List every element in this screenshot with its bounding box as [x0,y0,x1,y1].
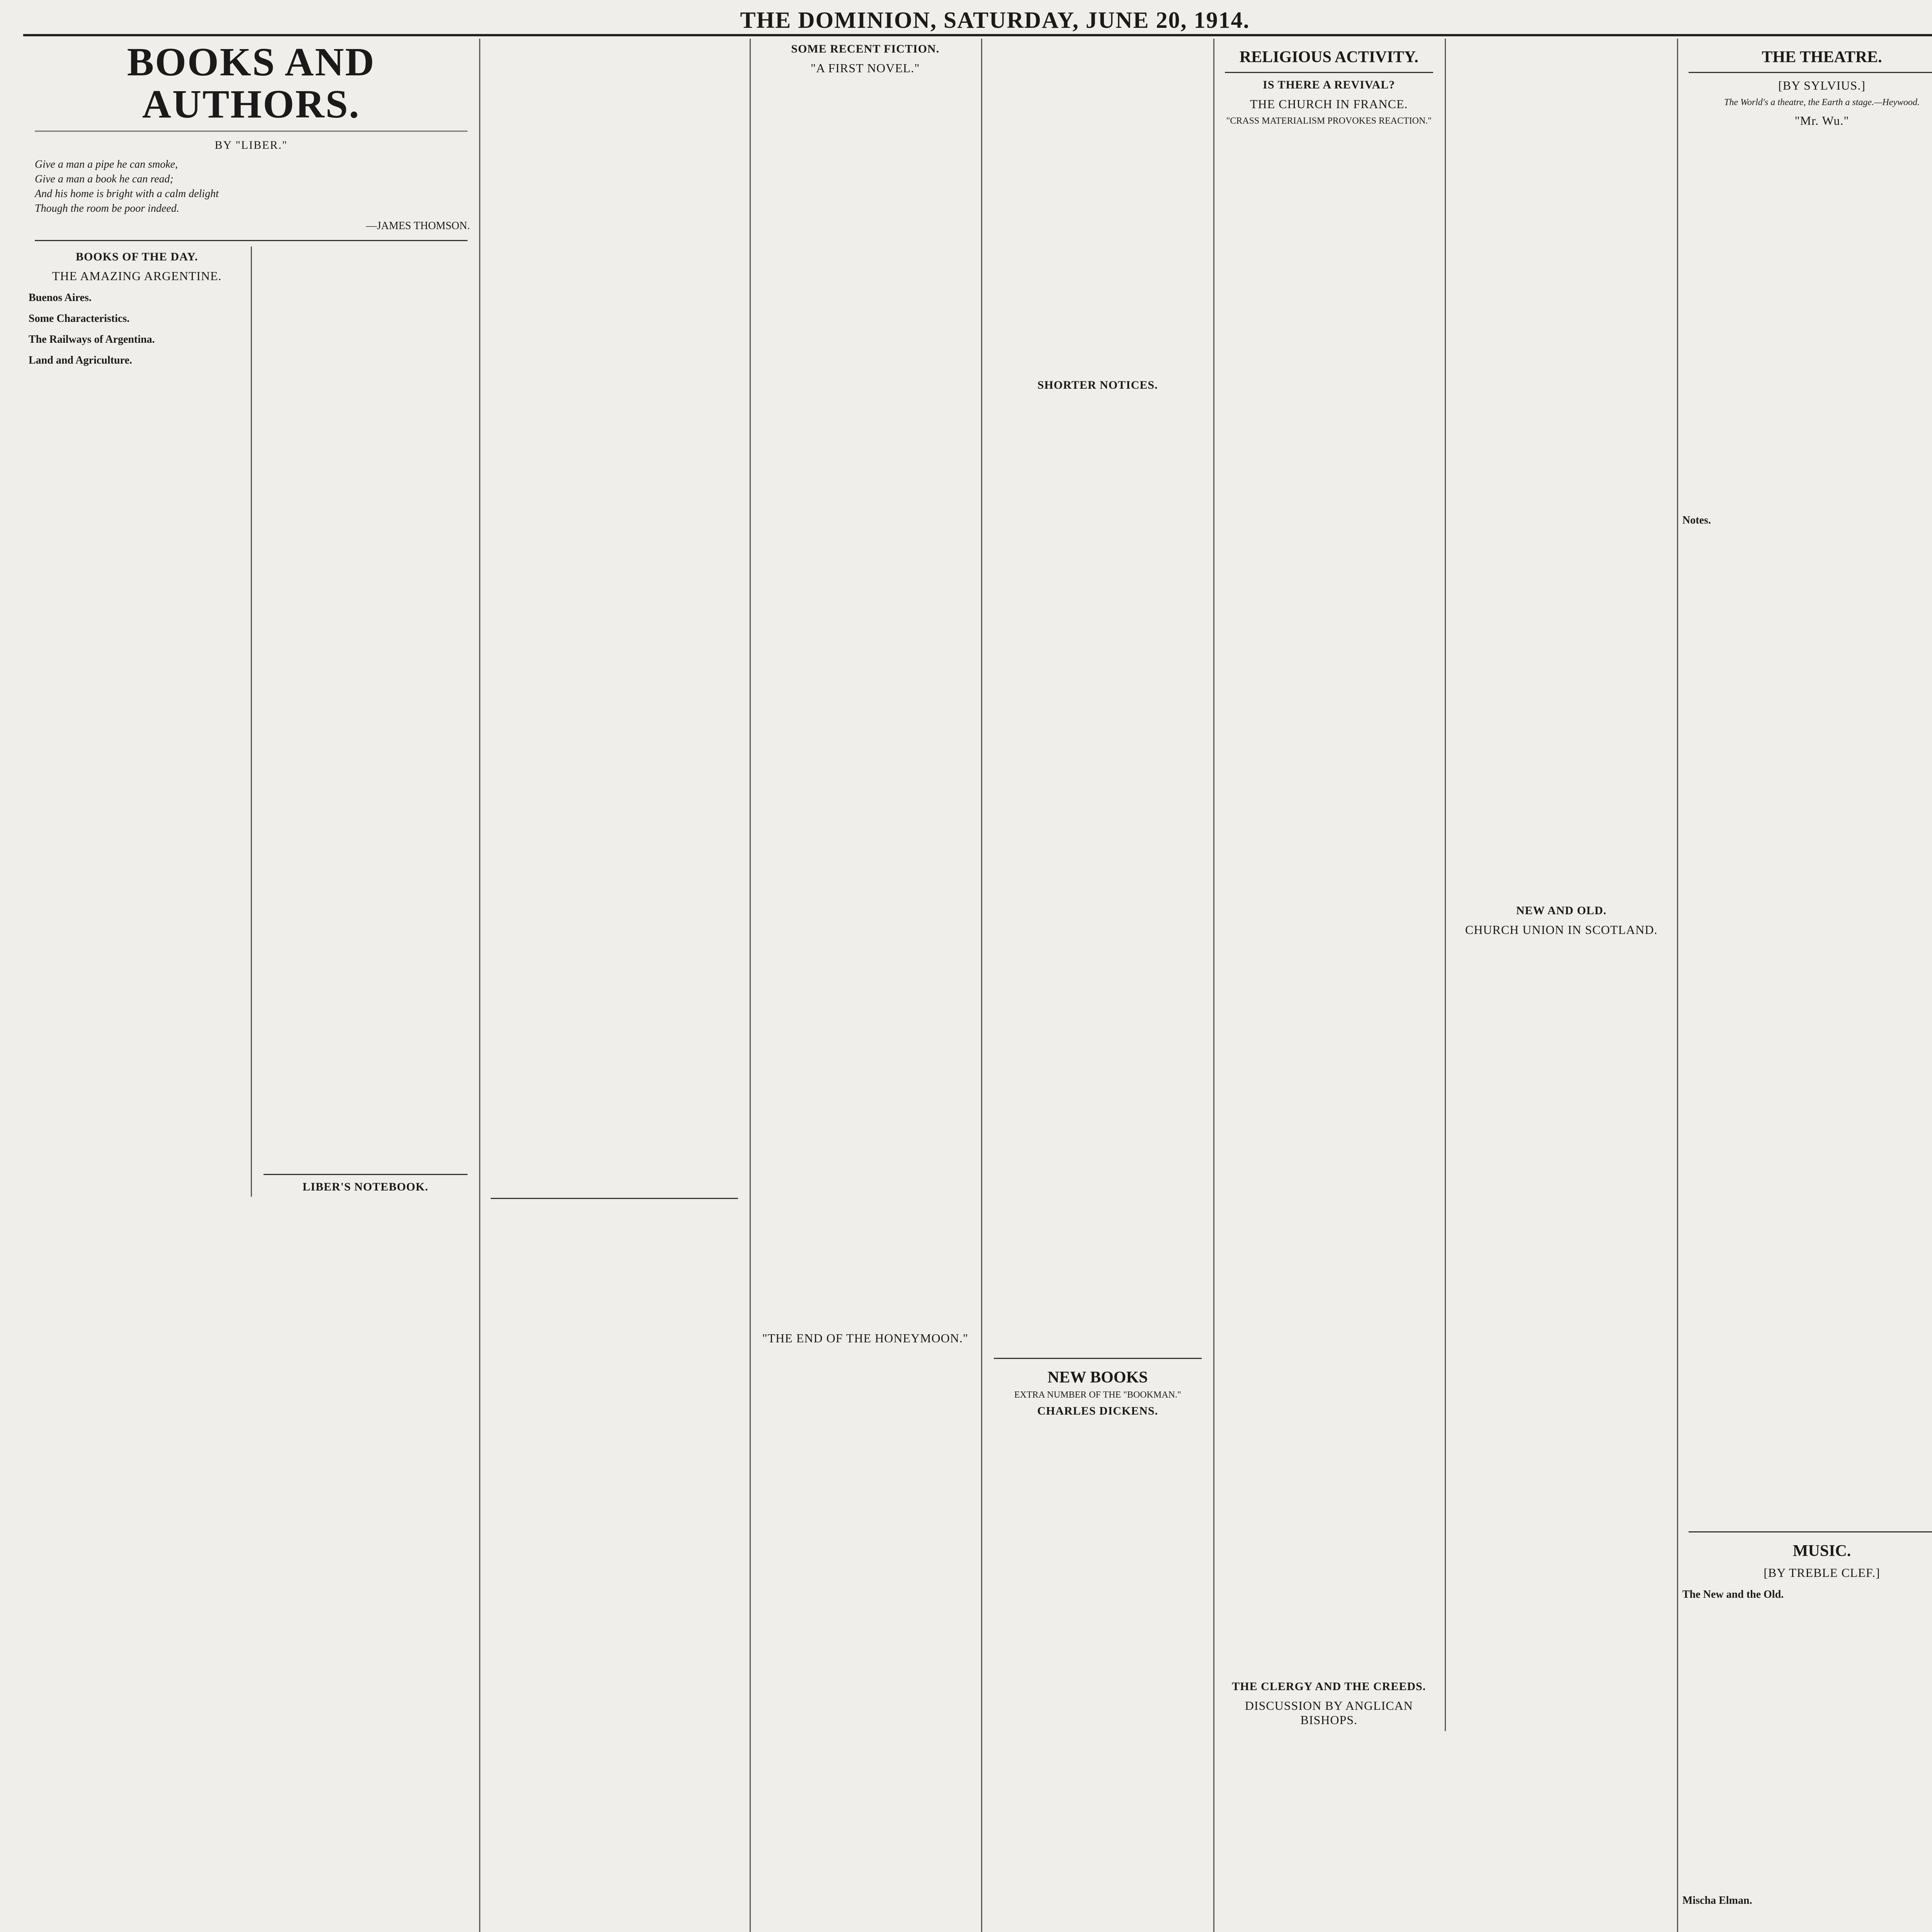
ad-heading: NEW BOOKS [1048,1369,1148,1386]
subhead: The New and the Old. [1682,1588,1784,1600]
music-byline: [BY TREBLE CLEF.] [1764,1566,1880,1580]
column-4 [1213,39,1678,1932]
divider [1689,72,1932,73]
subhead: The Railways of Argentina. [29,333,155,345]
newspaper-title: THE DOMINION, SATURDAY, JUNE 20, 1914. [740,7,1250,33]
section-subheading: "Mr. Wu." [1794,114,1849,128]
divider [35,240,468,241]
books-byline: BY "LIBER." [214,139,288,152]
books-subcolumn-left [23,247,252,1197]
ad-line: EXTRA NUMBER OF THE "BOOKMAN." [1014,1390,1181,1400]
divider [264,1174,468,1175]
religion-subcolumn-left [1213,39,1446,1731]
masthead [23,4,1932,36]
section-subheading: DISCUSSION BY ANGLICAN BISHOPS. [1245,1699,1413,1727]
theatre-heading: THE THEATRE. [1762,48,1882,66]
section-subheading: THE CHURCH IN FRANCE. [1250,97,1408,111]
section-quote: "CRASS MATERIALISM PROVOKES REACTION." [1226,116,1432,126]
section-subheading: "THE END OF THE HONEYMOON." [762,1331,968,1345]
divider [1225,72,1433,73]
epigraph-line: Give a man a pipe he can smoke, [35,158,178,171]
religion-columns [1213,39,1677,1731]
epigraph-line: And his home is bright with a calm delight [35,187,219,200]
books-subcolumn-right [252,247,480,1197]
section-subheading: NEW AND OLD. [1516,904,1607,917]
epigraph-line: Though the room be poor indeed. [35,202,179,214]
section-heading: SOME RECENT FICTION. [791,43,940,55]
subhead: Some Characteristics. [29,312,130,325]
section-subheading: CHURCH UNION IN SCOTLAND. [1465,923,1658,937]
section-heading: BOOKS OF THE DAY. [75,250,198,263]
section-subheading: "A FIRST NOVEL." [811,61,920,75]
section-subheading: THE AMAZING ARGENTINE. [52,269,222,283]
epigraph [35,157,468,216]
section-heading: RELIGIOUS ACTIVITY. [1239,48,1418,66]
divider [1689,1531,1932,1532]
books-heading: BOOKS AND AUTHORS. [127,40,376,127]
books-columns [23,247,479,1197]
column-5 [1677,39,1932,1932]
subhead: Buenos Aires. [29,291,92,304]
divider [994,1358,1202,1359]
section-heading: LIBER'S NOTEBOOK. [303,1180,429,1193]
subhead: Notes. [1682,514,1711,526]
divider [35,131,468,133]
section-subheading: THE CLERGY AND THE CREEDS. [1232,1680,1426,1693]
epigraph-line: Give a man a book he can read; [35,173,173,185]
divider [491,1198,738,1199]
subhead: Land and Agriculture. [29,354,132,366]
column-3 [750,39,1214,1932]
religion-subcolumn-right [1446,39,1677,1731]
column-1 [23,39,480,1932]
fiction-subcolumn-left [750,39,982,1932]
subhead: Mischa Elman. [1682,1895,1752,1906]
fiction-columns [750,39,1213,1932]
theatre-motto: The World's a theatre, the Earth a stage.—Heywood. [1724,97,1920,107]
theatre-byline: [BY SYLVIUS.] [1778,78,1866,92]
section-subheading: IS THERE A REVIVAL? [1263,78,1395,91]
epigraph-author: —JAMES THOMSON. [366,219,470,232]
column-2 [479,39,751,1932]
section-heading: SHORTER NOTICES. [1037,379,1158,391]
ad-line: CHARLES DICKENS. [1037,1405,1158,1417]
fiction-subcolumn-right [982,39,1214,1932]
music-heading: MUSIC. [1793,1542,1851,1560]
